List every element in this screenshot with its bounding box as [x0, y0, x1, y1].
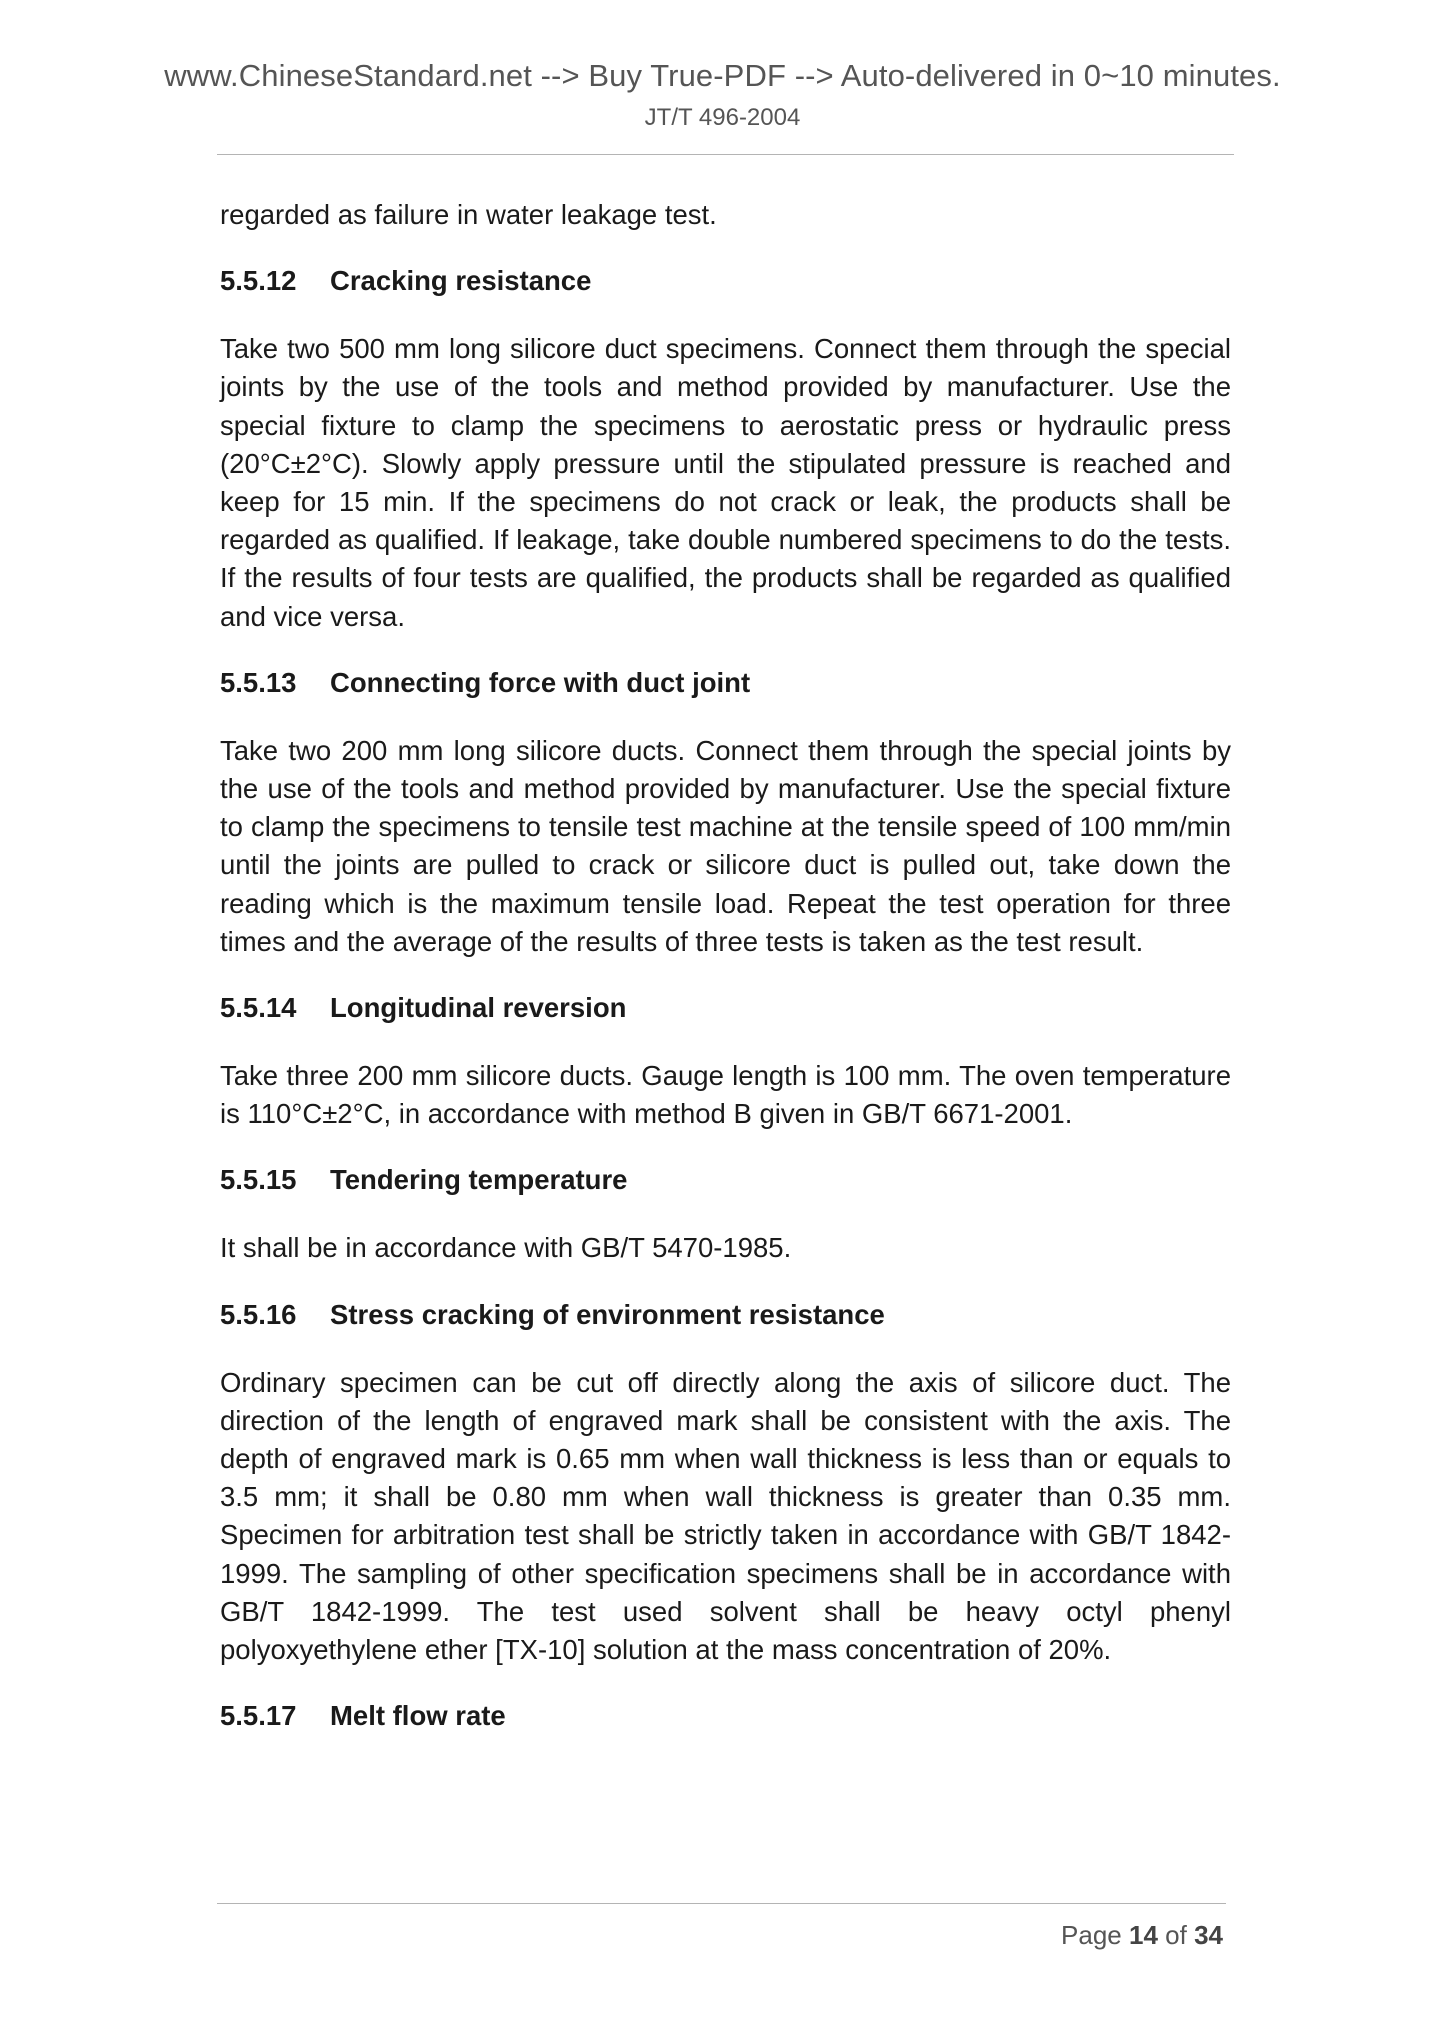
section-title: Longitudinal reversion [330, 992, 627, 1024]
section-title: Melt flow rate [330, 1700, 506, 1732]
page-content [220, 196, 1231, 1765]
section-paragraph-5-5-15: It shall be in accordance with GB/T 5470-1985. [220, 1232, 792, 1264]
section-number: 5.5.12 [220, 265, 297, 297]
section-heading-5-5-13 [220, 664, 1231, 702]
section-paragraph-5-5-12: Take two 500 mm long silicore duct specimens. Connect them through the special joints by the use of the tools and method provided by manufacturer. Use the special fixture to clamp the specimens to aerostatic press or hydraulic press (20°C±2°C). Slowly apply pressure until the stipulated pressure is reached and keep for 15 min. If the specimens do not crack or leak, the products shall be regarded as qualified. If leakage, take double numbered specimens to do the tests. If the results of four tests are qualified, the products shall be regarded as qualified and vice versa. [220, 333, 1231, 632]
page-total: 34 [1194, 1920, 1223, 1950]
section-number: 5.5.17 [220, 1700, 297, 1732]
section-title: Connecting force with duct joint [330, 666, 751, 698]
section-number: 5.5.13 [220, 666, 297, 698]
intro-paragraph: regarded as failure in water leakage test. [220, 199, 717, 230]
page-word: Page [1061, 1920, 1122, 1950]
site-banner: www.ChineseStandard.net --> Buy True-PDF --> Auto-delivered in 0~10 minutes. [164, 58, 1281, 93]
page-current: 14 [1129, 1920, 1158, 1950]
section-paragraph-5-5-16: Ordinary specimen can be cut off directly along the axis of silicore duct. The direction of the length of engraved mark shall be consistent with the axis. The depth of engraved mark is 0.65 mm when wall thickness is less than or equals to 3.5 mm; it shall be 0.80 mm when wall thickness is greater than 0.35 mm. Specimen for arbitration test shall be strictly taken in accordance with GB/T 1842-1999. The sampling of other specification specimens shall be in accordance with GB/T 1842-1999. The test used solvent shall be heavy octyl phenyl polyoxyethylene ether [TX-10] solution at the mass concentration of 20%. [220, 1366, 1231, 1666]
section-paragraph-5-5-14: Take three 200 mm silicore ducts. Gauge length is 100 mm. The oven temperature is 110°C±2°C, in accordance with method B given in GB/T 6671-2001. [220, 1060, 1231, 1130]
section-number: 5.5.15 [220, 1164, 297, 1196]
section-title: Tendering temperature [330, 1164, 628, 1196]
page-indicator [1061, 1920, 1223, 1951]
section-heading-5-5-14 [220, 989, 1231, 1027]
section-heading-5-5-15 [220, 1161, 1231, 1199]
section-title: Stress cracking of environment resistance [330, 1298, 885, 1330]
document-code: JT/T 496-2004 [644, 104, 801, 131]
footer-divider [217, 1903, 1226, 1904]
section-heading-5-5-16 [220, 1296, 1231, 1334]
header-divider [217, 154, 1234, 155]
section-paragraph-5-5-13: Take two 200 mm long silicore ducts. Connect them through the special joints by the use of the tools and method provided by manufacturer. Use the special fixture to clamp the specimens to tensile test machine at the tensile speed of 100 mm/min until the joints are pulled to crack or silicore duct is pulled out, take down the reading which is the maximum tensile load. Repeat the test operation for three times and the average of the results of three tests is taken as the test result. [220, 734, 1231, 957]
section-heading-5-5-17 [220, 1697, 1231, 1735]
section-heading-5-5-12 [220, 262, 1231, 300]
section-number: 5.5.14 [220, 992, 297, 1024]
section-number: 5.5.16 [220, 1298, 297, 1330]
of-word: of [1165, 1920, 1187, 1950]
section-title: Cracking resistance [330, 265, 592, 297]
